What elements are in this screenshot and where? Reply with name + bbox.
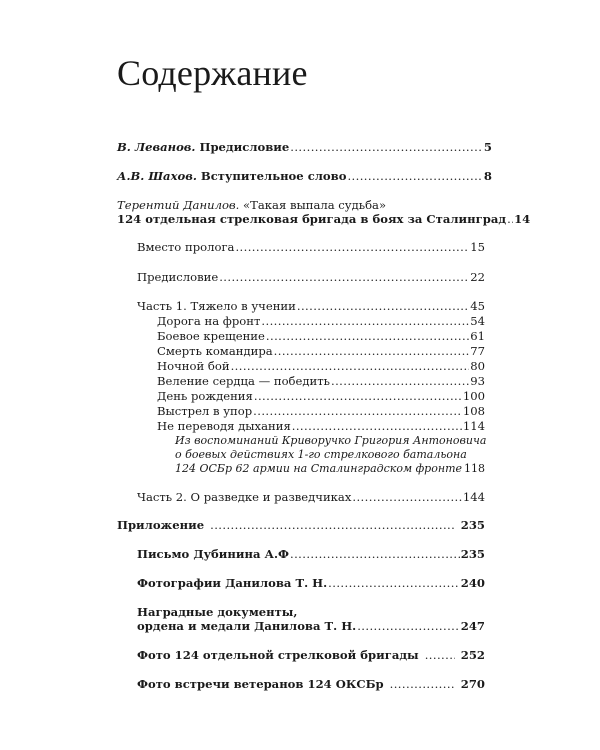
leader-dots bbox=[254, 389, 462, 403]
leader-dots bbox=[357, 619, 460, 633]
leader-dots bbox=[331, 374, 469, 388]
chapter-page: 54 bbox=[470, 314, 485, 328]
chapter-title: Выстрел в упор bbox=[157, 404, 253, 418]
entry-author: А.В. Шахов. bbox=[117, 169, 197, 183]
chapter-page: 80 bbox=[470, 359, 485, 373]
memoir-line: 124 ОСБр 62 армии на Сталинградском фронте bbox=[175, 462, 463, 475]
chapter-title: Не переводя дыхания bbox=[157, 419, 291, 433]
leader-dots bbox=[219, 270, 469, 284]
leader-dots bbox=[292, 419, 462, 433]
leader-dots bbox=[253, 404, 462, 418]
appendix-item-page: 240 bbox=[460, 576, 485, 590]
toc-appendix-item bbox=[137, 648, 485, 662]
toc-appendix-item bbox=[137, 576, 485, 590]
toc-section bbox=[137, 270, 485, 284]
chapter-title: Ночной бой bbox=[157, 359, 230, 373]
entry-subtitle: 124 отдельная стрелковая бригада в боях за Сталинград bbox=[117, 212, 507, 226]
appendix-page: 235 bbox=[460, 518, 485, 532]
chapter-page: 100 bbox=[462, 389, 485, 403]
entry-author: В. Леванов. bbox=[117, 140, 196, 154]
part2-title: Часть 2. О разведке и разведчиках bbox=[137, 490, 352, 504]
leader-dots bbox=[328, 576, 460, 590]
toc-appendix-item bbox=[137, 677, 485, 691]
chapter-page: 108 bbox=[462, 404, 485, 418]
entry-page: 5 bbox=[483, 140, 492, 154]
leader-dots bbox=[347, 169, 482, 183]
leader-dots bbox=[507, 212, 513, 226]
toc-entry-danilov-line1 bbox=[117, 198, 386, 212]
section-page: 15 bbox=[470, 240, 485, 254]
chapter-page: 93 bbox=[470, 374, 485, 388]
appendix-item-page: 247 bbox=[460, 619, 485, 633]
appendix-item-line: Наградные документы, bbox=[137, 605, 298, 619]
leader-dots bbox=[297, 299, 469, 313]
entry-title: Вступительное слово bbox=[196, 169, 347, 183]
appendix-item-title: ордена и медали Данилова Т. Н. bbox=[137, 619, 357, 633]
toc-part2 bbox=[137, 490, 485, 504]
chapter-title: Боевое крещение bbox=[157, 329, 265, 343]
toc-chapter bbox=[157, 314, 485, 328]
memoir-page: 118 bbox=[464, 462, 486, 475]
appendix-item-page: 252 bbox=[460, 648, 485, 662]
toc-appendix bbox=[117, 518, 485, 532]
section-title: Часть 1. Тяжело в учении bbox=[137, 299, 296, 313]
chapter-page: 77 bbox=[470, 344, 485, 358]
leader-dots bbox=[266, 329, 469, 343]
section-page: 22 bbox=[470, 270, 485, 284]
toc-section bbox=[137, 299, 485, 313]
chapter-title: Веление сердца — победить bbox=[157, 374, 330, 388]
toc-appendix-item bbox=[137, 619, 485, 633]
appendix-item-page: 270 bbox=[460, 677, 485, 691]
entry-page: 14 bbox=[514, 212, 531, 226]
chapter-title: Дорога на фронт bbox=[157, 314, 261, 328]
leader-dots bbox=[231, 359, 470, 373]
appendix-item-title: Письмо Дубинина А.Ф bbox=[137, 547, 289, 561]
entry-page: 8 bbox=[483, 169, 492, 183]
appendix-item-page: 235 bbox=[460, 547, 485, 561]
toc-chapter bbox=[157, 404, 485, 418]
toc-chapter bbox=[157, 359, 485, 373]
chapter-page: 61 bbox=[470, 329, 485, 343]
appendix-title: Приложение bbox=[117, 518, 205, 532]
toc-appendix-item bbox=[137, 547, 485, 561]
toc-chapter bbox=[157, 329, 485, 343]
section-title: Вместо пролога bbox=[137, 240, 235, 254]
toc-chapter bbox=[157, 374, 485, 388]
leader-dots bbox=[210, 518, 455, 532]
toc-chapter bbox=[157, 419, 485, 433]
section-page: 45 bbox=[470, 299, 485, 313]
toc-section bbox=[137, 240, 485, 254]
appendix-item-title: Фото 124 отдельной стрелковой бригады bbox=[137, 648, 419, 662]
page-title: Содержание bbox=[117, 53, 308, 93]
appendix-item-title: Фотографии Данилова Т. Н. bbox=[137, 576, 328, 590]
leader-dots bbox=[290, 547, 460, 561]
toc-entry-levanov bbox=[117, 140, 492, 154]
toc-memoir bbox=[175, 462, 485, 476]
section-title: Предисловие bbox=[137, 270, 219, 284]
memoir-line: Из воспоминаний Криворучко Григория Антоновича bbox=[175, 434, 487, 447]
leader-dots bbox=[261, 314, 469, 328]
chapter-title: День рождения bbox=[157, 389, 253, 403]
chapter-page: 114 bbox=[462, 419, 485, 433]
leader-dots bbox=[390, 677, 455, 691]
toc-chapter bbox=[157, 344, 485, 358]
leader-dots bbox=[235, 240, 469, 254]
chapter-title: Смерть командира bbox=[157, 344, 273, 358]
leader-dots bbox=[274, 344, 470, 358]
memoir-line: о боевых действиях 1-го стрелкового батальона bbox=[175, 448, 467, 461]
toc-chapter bbox=[157, 389, 485, 403]
appendix-item-title: Фото встречи ветеранов 124 ОКСБр bbox=[137, 677, 384, 691]
entry-title: Предисловие bbox=[195, 140, 290, 154]
leader-dots bbox=[290, 140, 483, 154]
entry-title: «Такая выпала судьба» bbox=[239, 198, 387, 212]
leader-dots bbox=[352, 490, 461, 504]
leader-dots bbox=[425, 648, 455, 662]
entry-author: Терентий Данилов. bbox=[117, 198, 240, 212]
part2-page: 144 bbox=[462, 490, 485, 504]
toc-entry-danilov bbox=[117, 212, 531, 226]
toc-entry-shakhov bbox=[117, 169, 492, 183]
